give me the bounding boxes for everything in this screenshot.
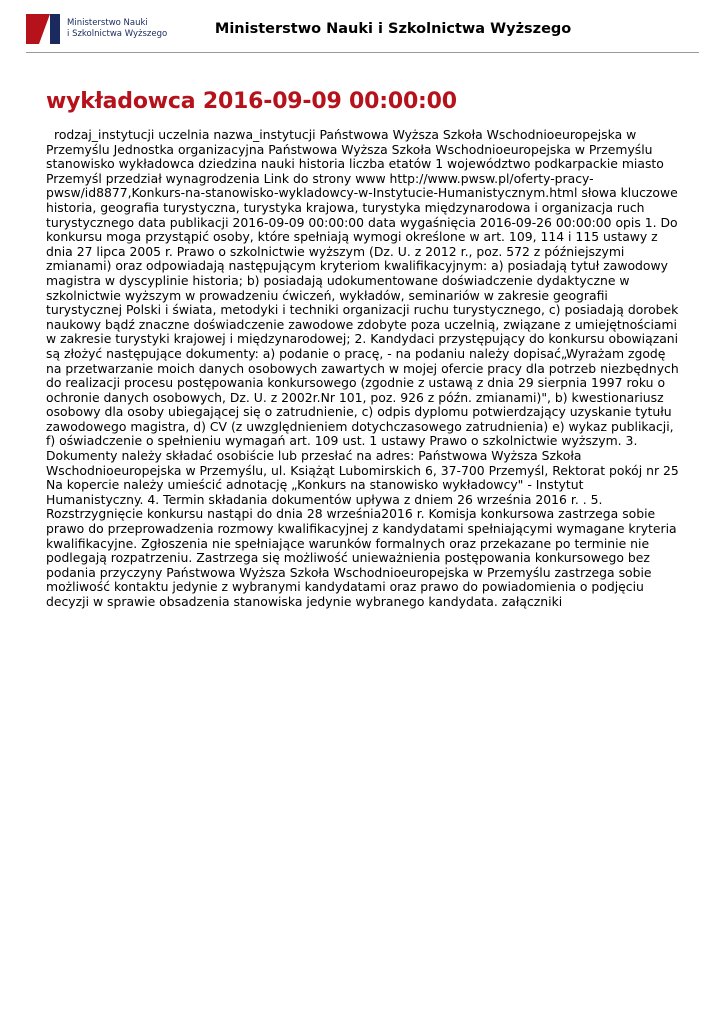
header-divider <box>26 52 699 53</box>
page-title: wykładowca 2016-09-09 00:00:00 <box>46 89 457 114</box>
document-content <box>26 89 699 610</box>
ministry-logo-text-line2: i Szkolnictwa Wyższego <box>67 29 168 39</box>
document-body: rodzaj_instytucji uczelnia nazwa_instytucji Państwowa Wyższa Szkoła Wschodnioeuropejska w Przemyślu Jednostka organizacyjna Państwowa Wyższa Szkoła Wschodnioeuropejska w Przemyślu stanowisko wykładowca dziedzina nauki historia liczba etatów 1 województwo podkarpackie miasto Przemyśl przedział wynagrodzenia Link do strony www http://www.pwsw.pl/oferty-pracy-pwsw/id8877,Konkurs-na-stanowisko-wykladowcy-w-Instytucie-Humanistycznym.html słowa kluczowe historia, geografia turystyczna, turystyka krajowa, turystyka międzynarodowa i organizacja ruch turystycznego data publikacji 2016-09-09 00:00:00 data wygaśnięcia 2016-09-26 00:00:00 opis 1. Do konkursu moga przystąpić osoby, które spełniają wymogi określone w art. 109, 114 i 115 ustawy z dnia 27 lipca 2005 r. Prawo o szkolnictwie wyższym (Dz. U. z 2012 r., poz. 572 z późniejszymi zmianami) oraz odpowiadają następującym kryteriom kwalifikacyjnym: a) posiadają tytuł zawodowy magistra w dyscyplinie historia; b) posiadają udokumentowane doświadczenie dydaktyczne w szkolnictwie wyższym w prowadzeniu ćwiczeń, wykładów, seminariów w zakresie geografii turystycznej Polski i świata, metodyki i techniki organizacji ruchu turystycznego, c) posiadają dorobek naukowy bądź znaczne doświadczenie zawodowe zdobyte poza uczelnią, związane z umiejętnościami w zakresie turystyki krajowej i międzynarodowej; 2. Kandydaci przystępujący do konkursu obowiązani są złożyć następujące dokumenty: a) podanie o pracę, - na podaniu należy dopisać„Wyrażam zgodę na przetwarzanie moich danych osobowych zawartych w mojej ofercie pracy dla potrzeb niezbędnych do realizacji procesu postępowania konkursowego (zgodnie z ustawą z dnia 29 sierpnia 1997 roku o ochronie danych osobowych, Dz. U. z 2002r.Nr 101, poz. 926 z późn. zmianami)", b) kwestionariusz osobowy dla osoby ubiegającej się o zatrudnienie, c) odpis dyplomu potwierdzający uzyskanie tytułu zawodowego magistra, d) CV (z uwzględnieniem dotychczasowego zatrudnienia) e) wykaz publikacji, f) oświadczenie o spełnieniu wymagań art. 109 ust. 1 ustawy Prawo o szkolnictwie wyższym. 3. Dokumenty należy składać osobiście lub przesłać na adres: Państwowa Wyższa Szkoła Wschodnioeuropejska w Przemyślu, ul. Książąt Lubomirskich 6, 37-700 Przemyśl, Rektorat pokój nr 25 Na kopercie należy umieścić adnotację „Konkurs na stanowisko wykładowcy" - Instytut Humanistyczny. 4. Termin składania dokumentów upływa z dniem 26 września 2016 r. . 5. Rozstrzygnięcie konkursu nastąpi do dnia 28 września2016 r. Komisja konkursowa zastrzega sobie prawo do przeprowadzenia rozmowy kwalifikacyjnej z kandydatami spełniającymi wymagane kryteria kwalifikacyjne. Zgłoszenia nie spełniające warunków formalnych oraz przekazane po terminie nie podlegają rozpatrzeniu. Zastrzega się możliwość unieważnienia postępowania konkursowego bez podania przyczyny Państwowa Wyższa Szkoła Wschodnioeuropejska w Przemyślu zastrzega sobie możliwość kontaktu jedynie z wybranymi kandydatami oraz prawo do powiadomienia o podjęciu decyzji w sprawie obsadzenia stanowiska jedynie wybranego kandydata. załączniki <box>46 127 679 609</box>
ministry-logo-text <box>67 18 167 40</box>
ministry-logo-icon <box>26 14 60 44</box>
page-header <box>26 10 699 50</box>
ministry-logo <box>26 14 167 44</box>
ministry-logo-text-line1: Ministerstwo Nauki <box>67 18 148 28</box>
header-title: Ministerstwo Nauki i Szkolnictwa Wyższego <box>214 21 572 37</box>
